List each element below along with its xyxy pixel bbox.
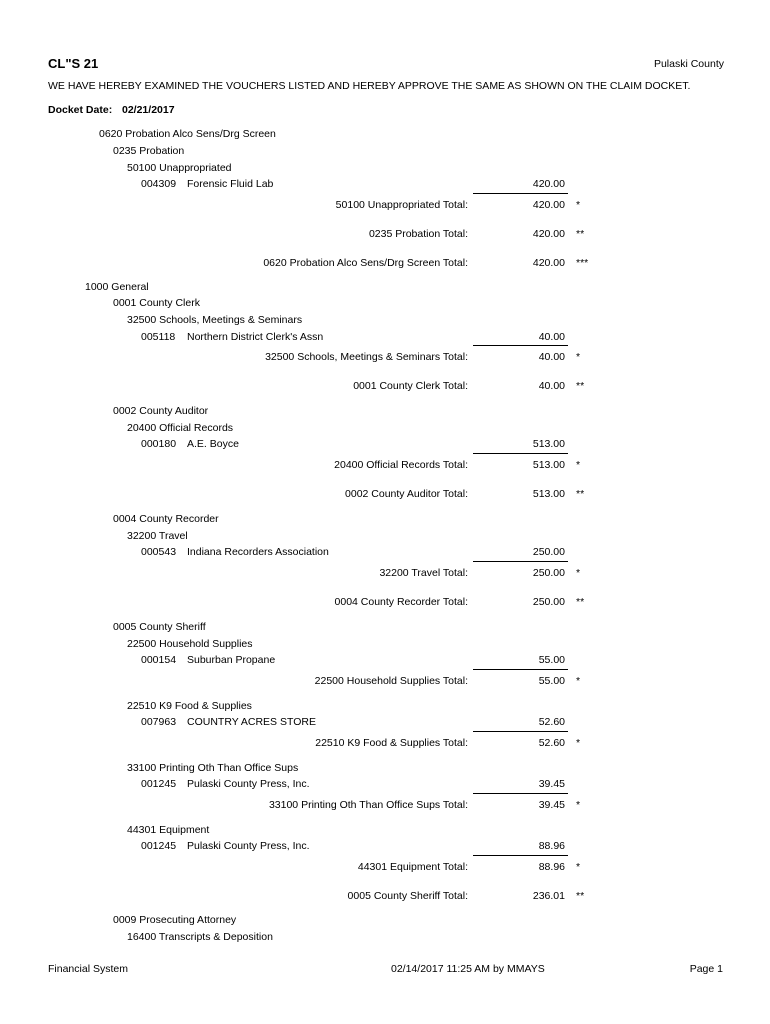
fund-heading: 1000 General	[85, 281, 149, 293]
total-marker: ***	[576, 257, 589, 269]
vendor-name: Pulaski County Press, Inc.	[187, 840, 310, 852]
total-rule	[473, 855, 568, 856]
vendor-code: 001245	[141, 778, 177, 790]
vendor-name: A.E. Boyce	[187, 438, 239, 450]
fund-total-amount: 420.00	[532, 257, 565, 269]
total-marker: *	[576, 351, 581, 363]
total-marker: *	[576, 737, 581, 749]
department-total-label: 0001 County Clerk Total:	[353, 380, 468, 392]
vendor-name: Suburban Propane	[187, 654, 276, 666]
total-rule	[473, 793, 568, 794]
docket-date-value: 02/21/2017	[122, 104, 175, 116]
account-total-amount: 52.60	[538, 737, 565, 749]
department-heading: 0005 County Sheriff	[113, 621, 206, 633]
total-marker: **	[576, 380, 585, 392]
account-heading: 32500 Schools, Meetings & Seminars	[127, 314, 303, 326]
total-marker: **	[576, 890, 585, 902]
total-marker: *	[576, 567, 581, 579]
account-total-amount: 40.00	[538, 351, 565, 363]
account-heading: 50100 Unappropriated	[127, 162, 232, 174]
vendor-name: Northern District Clerk's Assn	[187, 331, 324, 343]
total-marker: **	[576, 596, 585, 608]
total-rule	[473, 731, 568, 732]
account-total-label: 33100 Printing Oth Than Office Sups Total:	[268, 799, 468, 811]
account-heading: 16400 Transcripts & Deposition	[127, 931, 273, 943]
approval-statement: WE HAVE HEREBY EXAMINED THE VOUCHERS LISTED AND HEREBY APPROVE THE SAME AS SHOWN ON THE CLAIM DOCKET.	[48, 80, 691, 92]
department-total-amount: 250.00	[532, 596, 565, 608]
total-marker: **	[576, 228, 585, 240]
line-amount: 52.60	[538, 716, 565, 728]
department-heading: 0002 County Auditor	[113, 405, 209, 417]
account-total-amount: 39.45	[538, 799, 565, 811]
account-heading: 33100 Printing Oth Than Office Sups	[127, 762, 299, 774]
department-heading: 0001 County Clerk	[113, 297, 200, 309]
line-amount: 420.00	[532, 178, 565, 190]
department-total-amount: 236.01	[532, 890, 565, 902]
total-marker: *	[576, 675, 581, 687]
line-amount: 250.00	[532, 546, 565, 558]
line-amount: 513.00	[532, 438, 565, 450]
report-title: CL"S 21	[48, 56, 99, 71]
docket-date-label: Docket Date:	[48, 104, 113, 116]
department-total-amount: 513.00	[532, 488, 565, 500]
account-total-label: 22510 K9 Food & Supplies Total:	[315, 737, 468, 749]
account-heading: 22500 Household Supplies	[127, 638, 253, 650]
account-total-amount: 420.00	[532, 199, 565, 211]
line-amount: 40.00	[538, 331, 565, 343]
vendor-name: Pulaski County Press, Inc.	[187, 778, 310, 790]
line-amount: 39.45	[538, 778, 565, 790]
account-heading: 44301 Equipment	[127, 824, 210, 836]
account-total-amount: 250.00	[532, 567, 565, 579]
total-rule	[473, 345, 568, 346]
account-total-amount: 55.00	[538, 675, 565, 687]
account-total-label: 20400 Official Records Total:	[334, 459, 468, 471]
total-marker: *	[576, 799, 581, 811]
department-total-amount: 40.00	[538, 380, 565, 392]
vendor-code: 005118	[141, 331, 176, 343]
account-total-amount: 513.00	[532, 459, 565, 471]
department-total-label: 0005 County Sheriff Total:	[347, 890, 468, 902]
line-amount: 88.96	[538, 840, 565, 852]
account-heading: 20400 Official Records	[127, 422, 234, 434]
department-total-label: 0004 County Recorder Total:	[334, 596, 468, 608]
footer-system: Financial System	[48, 963, 128, 975]
total-rule	[473, 561, 568, 562]
account-heading: 22510 K9 Food & Supplies	[127, 700, 252, 712]
vendor-name: Indiana Recorders Association	[187, 546, 329, 558]
account-total-label: 32500 Schools, Meetings & Seminars Total:	[265, 351, 468, 363]
vendor-code: 004309	[141, 178, 177, 190]
county-name: Pulaski County	[653, 58, 724, 70]
vendor-code: 000543	[141, 546, 177, 558]
department-heading: 0004 County Recorder	[113, 513, 219, 525]
vendor-code: 000180	[141, 438, 177, 450]
vendor-code: 000154	[141, 654, 177, 666]
department-total-label: 0002 County Auditor Total:	[345, 488, 468, 500]
account-total-label: 32200 Travel Total:	[379, 567, 468, 579]
fund-total-label: 0620 Probation Alco Sens/Drg Screen Total:	[263, 257, 468, 269]
account-total-label: 50100 Unappropriated Total:	[335, 199, 468, 211]
vendor-name: COUNTRY ACRES STORE	[187, 716, 316, 728]
vendor-code: 001245	[141, 840, 177, 852]
total-marker: **	[576, 488, 585, 500]
total-marker: *	[576, 199, 581, 211]
total-marker: *	[576, 861, 581, 873]
total-marker: *	[576, 459, 581, 471]
account-total-label: 44301 Equipment Total:	[357, 861, 468, 873]
account-total-amount: 88.96	[538, 861, 565, 873]
vendor-name: Forensic Fluid Lab	[187, 178, 274, 190]
department-heading: 0235 Probation	[113, 145, 185, 157]
total-rule	[473, 669, 568, 670]
total-rule	[473, 453, 568, 454]
account-total-label: 22500 Household Supplies Total:	[314, 675, 468, 687]
total-rule	[473, 193, 568, 194]
fund-heading: 0620 Probation Alco Sens/Drg Screen	[99, 128, 276, 140]
account-heading: 32200 Travel	[127, 530, 188, 542]
footer-page: Page 1	[689, 963, 723, 975]
vendor-code: 007963	[141, 716, 177, 728]
department-total-label: 0235 Probation Total:	[368, 228, 468, 240]
department-heading: 0009 Prosecuting Attorney	[113, 914, 237, 926]
line-amount: 55.00	[538, 654, 565, 666]
footer-printed: 02/14/2017 11:25 AM by MMAYS	[391, 963, 545, 975]
department-total-amount: 420.00	[532, 228, 565, 240]
